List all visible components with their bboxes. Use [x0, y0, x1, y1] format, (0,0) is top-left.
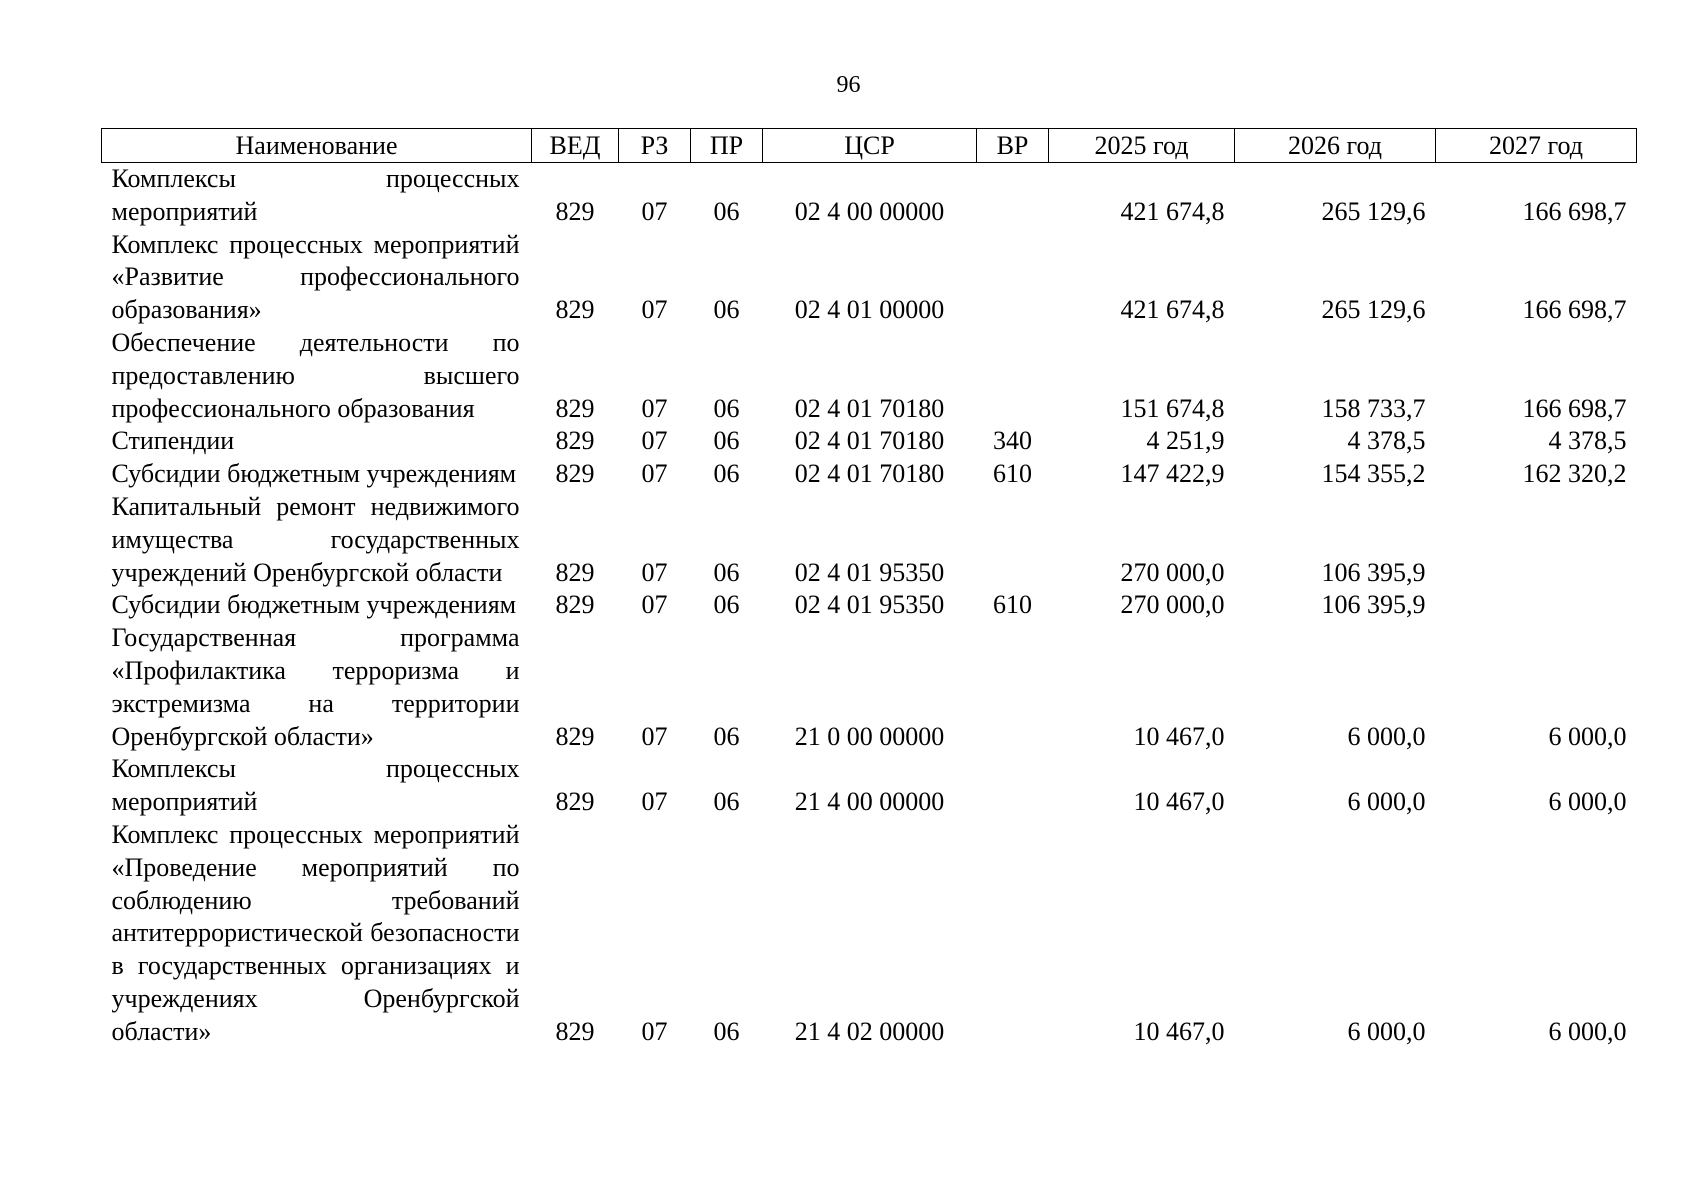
- row-csr: 02 4 01 95350: [794, 590, 945, 620]
- row-name: Капитальный ремонт недвижимого имущества государственных учреждений Оренбургской области: [111, 491, 520, 587]
- row-vr: [977, 819, 1049, 1049]
- table-row: [102, 458, 1637, 491]
- row-name: Комплексы процессных мероприятий: [111, 164, 520, 226]
- row-vr: [977, 491, 1049, 589]
- row-ved: 829: [555, 590, 595, 620]
- row-csr: 02 4 01 70180: [794, 393, 945, 423]
- row-name: Обеспечение деятельности по предоставлению высшего профессионального образования: [111, 327, 520, 423]
- row-2027: 6 000,0: [1548, 787, 1627, 817]
- header-pr: ПР: [691, 129, 763, 163]
- table-header-row: [102, 129, 1637, 163]
- row-ved: 829: [555, 721, 595, 751]
- row-ved: 829: [555, 459, 595, 489]
- row-rz: 07: [641, 1016, 668, 1046]
- row-rz: 07: [641, 426, 668, 456]
- row-name: Стипендии: [111, 426, 235, 456]
- row-name: Субсидии бюджетным учреждениям: [111, 459, 517, 489]
- row-name: Комплексы процессных мероприятий: [111, 754, 520, 817]
- row-2027: 162 320,2: [1522, 459, 1627, 489]
- row-ved: 829: [555, 557, 595, 587]
- row-vr: 610: [993, 590, 1032, 620]
- row-name: Субсидии бюджетным учреждениям: [111, 590, 517, 620]
- page-number: 96: [836, 72, 861, 98]
- header-vr: ВР: [977, 129, 1049, 163]
- row-pr: 06: [713, 1016, 740, 1046]
- row-rz: 07: [641, 787, 668, 817]
- header-ved: ВЕД: [532, 129, 619, 163]
- row-csr: 21 0 00 00000: [794, 721, 945, 751]
- row-ved: 829: [555, 393, 595, 423]
- row-2027: [1436, 491, 1637, 589]
- header-csr: ЦСР: [763, 129, 977, 163]
- row-2027: 166 698,7: [1522, 295, 1627, 325]
- row-2026: 265 129,6: [1321, 295, 1426, 325]
- row-2025: 421 674,8: [1120, 196, 1225, 226]
- row-2027: 166 698,7: [1522, 393, 1627, 423]
- table-row: [102, 425, 1637, 458]
- row-csr: 21 4 02 00000: [794, 1016, 945, 1046]
- row-2026: 154 355,2: [1321, 459, 1426, 489]
- table-row: [102, 622, 1637, 753]
- row-pr: 06: [713, 557, 740, 587]
- row-ved: 829: [555, 426, 595, 456]
- table-row: [102, 819, 1637, 1049]
- row-pr: 06: [713, 426, 740, 456]
- row-ved: 829: [555, 196, 595, 226]
- row-2026: 6 000,0: [1347, 721, 1426, 751]
- row-pr: 06: [713, 787, 740, 817]
- row-rz: 07: [641, 196, 668, 226]
- row-2027: 6 000,0: [1548, 1016, 1627, 1046]
- row-rz: 07: [641, 295, 668, 325]
- table-row: [102, 229, 1637, 327]
- row-pr: 06: [713, 196, 740, 226]
- row-2026: 6 000,0: [1347, 1016, 1426, 1046]
- row-ved: 829: [555, 1016, 595, 1046]
- row-2025: 270 000,0: [1120, 557, 1225, 587]
- row-2027: [1436, 589, 1637, 622]
- table-row: [102, 753, 1637, 819]
- row-rz: 07: [641, 721, 668, 751]
- table-row: [102, 163, 1637, 229]
- row-rz: 07: [641, 459, 668, 489]
- row-vr: 610: [993, 459, 1032, 489]
- row-pr: 06: [713, 459, 740, 489]
- row-2026: 265 129,6: [1321, 196, 1426, 226]
- row-pr: 06: [713, 295, 740, 325]
- row-2027: 4 378,5: [1548, 426, 1627, 456]
- row-2026: 158 733,7: [1321, 393, 1426, 423]
- row-rz: 07: [641, 590, 668, 620]
- header-2027: 2027 год: [1436, 129, 1637, 163]
- row-vr: [977, 327, 1049, 425]
- row-csr: 02 4 01 70180: [794, 459, 945, 489]
- row-2025: 10 467,0: [1133, 721, 1225, 751]
- row-2027: 166 698,7: [1522, 196, 1627, 226]
- table-row: [102, 589, 1637, 622]
- row-csr: 02 4 01 00000: [794, 295, 945, 325]
- row-pr: 06: [713, 590, 740, 620]
- row-name: Государственная программа «Профилактика терроризма и экстремизма на территории Оренбургской области»: [111, 623, 520, 751]
- row-pr: 06: [713, 721, 740, 751]
- row-vr: [977, 163, 1049, 229]
- row-2025: 10 467,0: [1133, 1016, 1225, 1046]
- row-vr: [977, 622, 1049, 753]
- row-rz: 07: [641, 393, 668, 423]
- row-vr: 340: [993, 426, 1032, 456]
- row-2026: 4 378,5: [1347, 426, 1426, 456]
- row-2025: 4 251,9: [1146, 426, 1225, 456]
- row-rz: 07: [641, 557, 668, 587]
- row-csr: 02 4 00 00000: [794, 196, 945, 226]
- row-csr: 02 4 01 95350: [794, 557, 945, 587]
- row-2025: 147 422,9: [1120, 459, 1225, 489]
- row-2026: 106 395,9: [1321, 590, 1426, 620]
- header-rz: РЗ: [619, 129, 691, 163]
- row-name: Комплекс процессных мероприятий «Развитие профессионального образования»: [111, 229, 520, 325]
- row-name: Комплекс процессных мероприятий «Проведение мероприятий по соблюдению требований антитеррористической безопасности в государственных организациях и учреждениях Оренбургской области»: [111, 819, 520, 1046]
- header-2026: 2026 год: [1235, 129, 1436, 163]
- row-2025: 151 674,8: [1120, 393, 1225, 423]
- header-name: Наименование: [102, 129, 532, 163]
- row-csr: 02 4 01 70180: [794, 426, 945, 456]
- row-2026: 106 395,9: [1321, 557, 1426, 587]
- row-2027: 6 000,0: [1548, 721, 1627, 751]
- row-2025: 270 000,0: [1120, 590, 1225, 620]
- table-row: [102, 491, 1637, 589]
- row-2026: 6 000,0: [1347, 787, 1426, 817]
- row-ved: 829: [555, 295, 595, 325]
- row-2025: 10 467,0: [1133, 787, 1225, 817]
- row-2025: 421 674,8: [1120, 295, 1225, 325]
- row-pr: 06: [713, 393, 740, 423]
- row-vr: [977, 229, 1049, 327]
- table-row: [102, 327, 1637, 425]
- budget-table: [101, 128, 1637, 1049]
- row-ved: 829: [555, 787, 595, 817]
- row-csr: 21 4 00 00000: [794, 787, 945, 817]
- row-vr: [977, 753, 1049, 819]
- header-2025: 2025 год: [1049, 129, 1235, 163]
